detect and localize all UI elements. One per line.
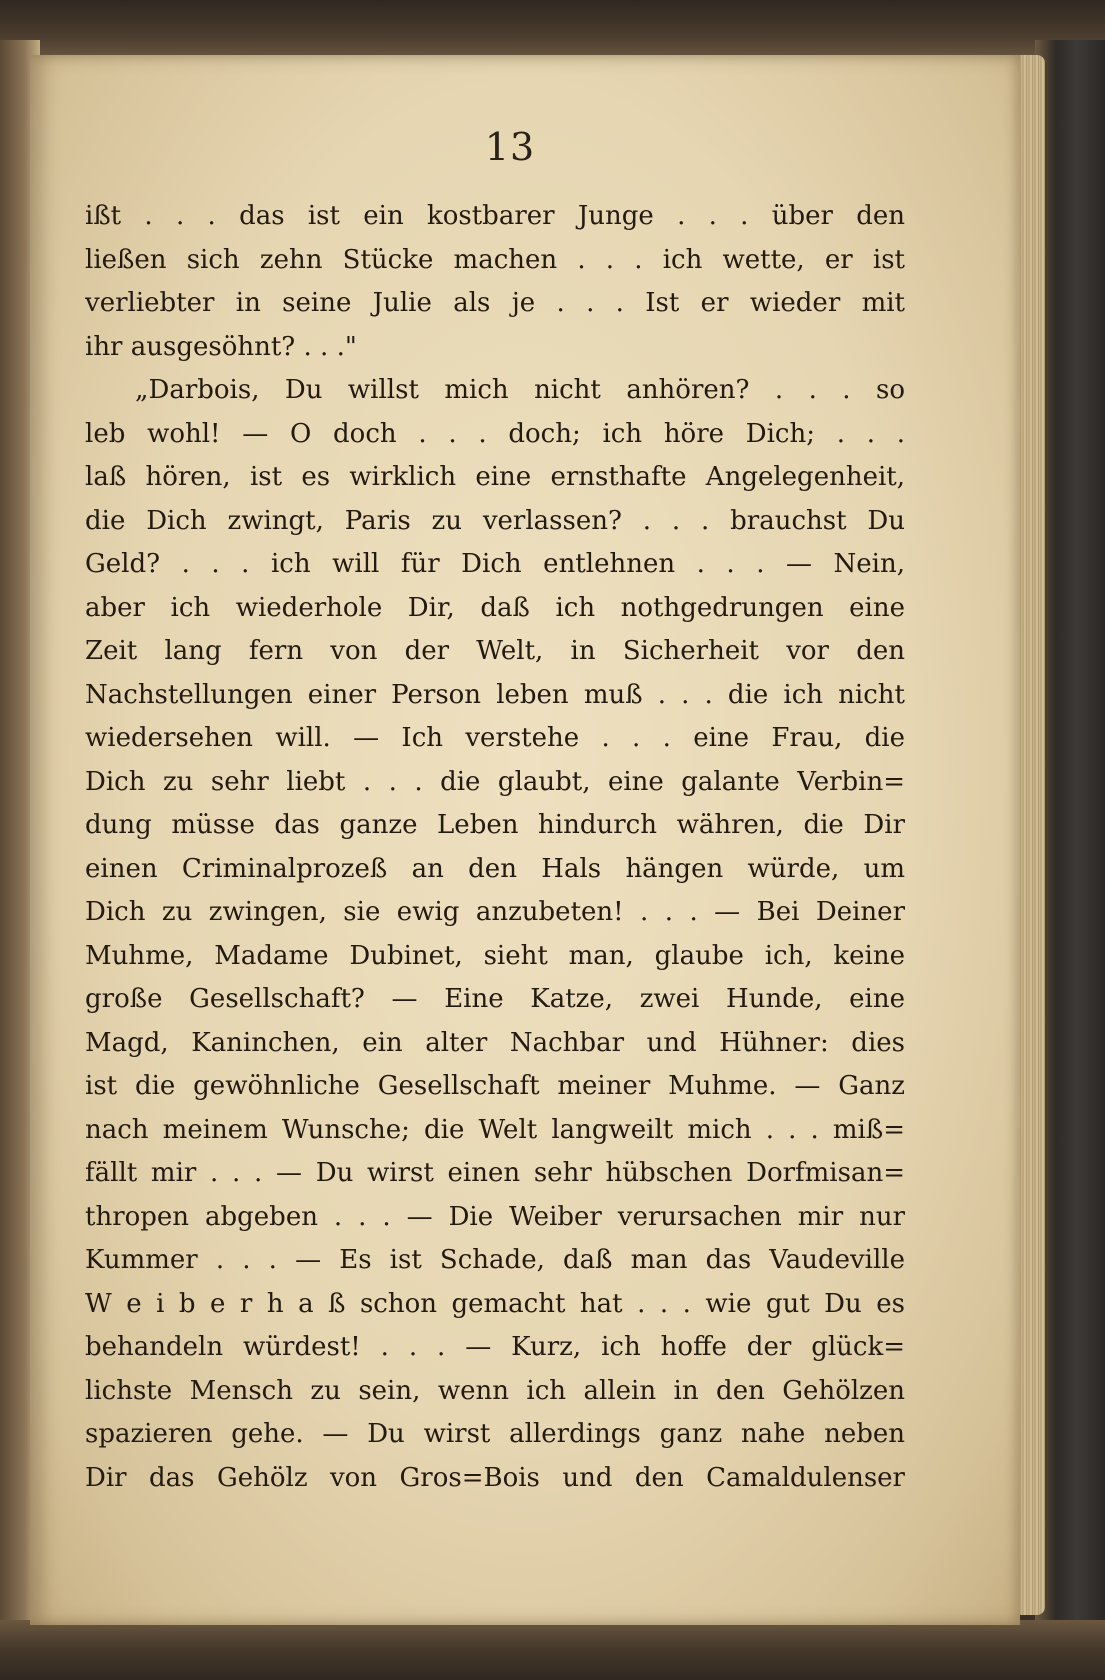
text-line: dung müsse das ganze Leben hindurch währen, die Dir <box>85 810 905 840</box>
text-line: aber ich wiederhole Dir, daß ich nothgedrungen eine <box>85 592 905 623</box>
text-line: fällt mir . . . — Du wirst einen sehr hübschen Dorfmisan= <box>85 1158 905 1188</box>
text-line: große Gesellschaft? — Eine Katze, zwei Hunde, eine <box>85 984 905 1014</box>
text-line: wiedersehen will. — Ich verstehe . . . eine Frau, die <box>85 723 905 753</box>
text-line: Dich zu zwingen, sie ewig anzubeten! . . . — Bei Deiner <box>85 897 905 927</box>
text-line: verliebter in seine Julie als je . . . Ist er wieder mit <box>85 288 905 318</box>
text-line: einen Criminalprozeß an den Hals hängen würde, um <box>85 853 905 884</box>
text-line: Nachstellungen einer Person leben muß . . . die ich nicht <box>85 679 905 710</box>
text-line: „Darbois, Du willst mich nicht anhören? . . . so <box>135 375 905 405</box>
text-line: ihr ausgesöhnt? . . ." <box>85 331 357 362</box>
book-cover-bottom <box>0 1620 1105 1680</box>
text-line: ließen sich zehn Stücke machen . . . ich wette, er ist <box>85 244 905 275</box>
text-line: thropen abgeben . . . — Die Weiber verursachen mir nur <box>85 1201 905 1232</box>
text-line: behandeln würdest! . . . — Kurz, ich hoffe der glück= <box>85 1332 905 1362</box>
text-line: Geld? . . . ich will für Dich entlehnen . . . — Nein, <box>85 549 905 579</box>
text-line: W e i b e r h a ß schon gemacht hat . . . wie gut Du es <box>85 1288 905 1319</box>
text-line: Dich zu sehr liebt . . . die glaubt, eine galante Verbin= <box>85 766 905 797</box>
text-line: die Dich zwingt, Paris zu verlassen? . . . brauchst Du <box>85 505 905 536</box>
body-text <box>85 195 905 1500</box>
page-number: 13 <box>484 125 536 169</box>
book-cover-right <box>1035 40 1105 1680</box>
text-line: nach meinem Wunsche; die Welt langweilt mich . . . miß= <box>85 1114 905 1145</box>
text-line: laß hören, ist es wirklich eine ernsthafte Angelegenheit, <box>85 462 905 492</box>
text-line: Dir das Gehölz von Gros=Bois und den Camaldulenser <box>85 1462 905 1493</box>
text-line: ißt . . . das ist ein kostbarer Junge . . . über den <box>85 201 905 231</box>
text-line: Magd, Kaninchen, ein alter Nachbar und Hühner: dies <box>85 1027 905 1058</box>
text-line: lichste Mensch zu sein, wenn ich allein in den Gehölzen <box>85 1375 905 1406</box>
text-line: Kummer . . . — Es ist Schade, daß man das Vaudeville <box>85 1245 905 1275</box>
book-cover-top <box>0 0 1105 60</box>
text-line: Zeit lang fern von der Welt, in Sicherheit vor den <box>85 636 905 666</box>
text-line: ist die gewöhnliche Gesellschaft meiner Muhme. — Ganz <box>85 1071 905 1101</box>
text-line: spazieren gehe. — Du wirst allerdings ganz nahe neben <box>85 1419 905 1449</box>
text-line: Muhme, Madame Dubinet, sieht man, glaube ich, keine <box>85 940 905 971</box>
text-line: leb wohl! — O doch . . . doch; ich höre Dich; . . . <box>85 418 905 449</box>
book-page <box>30 55 1020 1625</box>
